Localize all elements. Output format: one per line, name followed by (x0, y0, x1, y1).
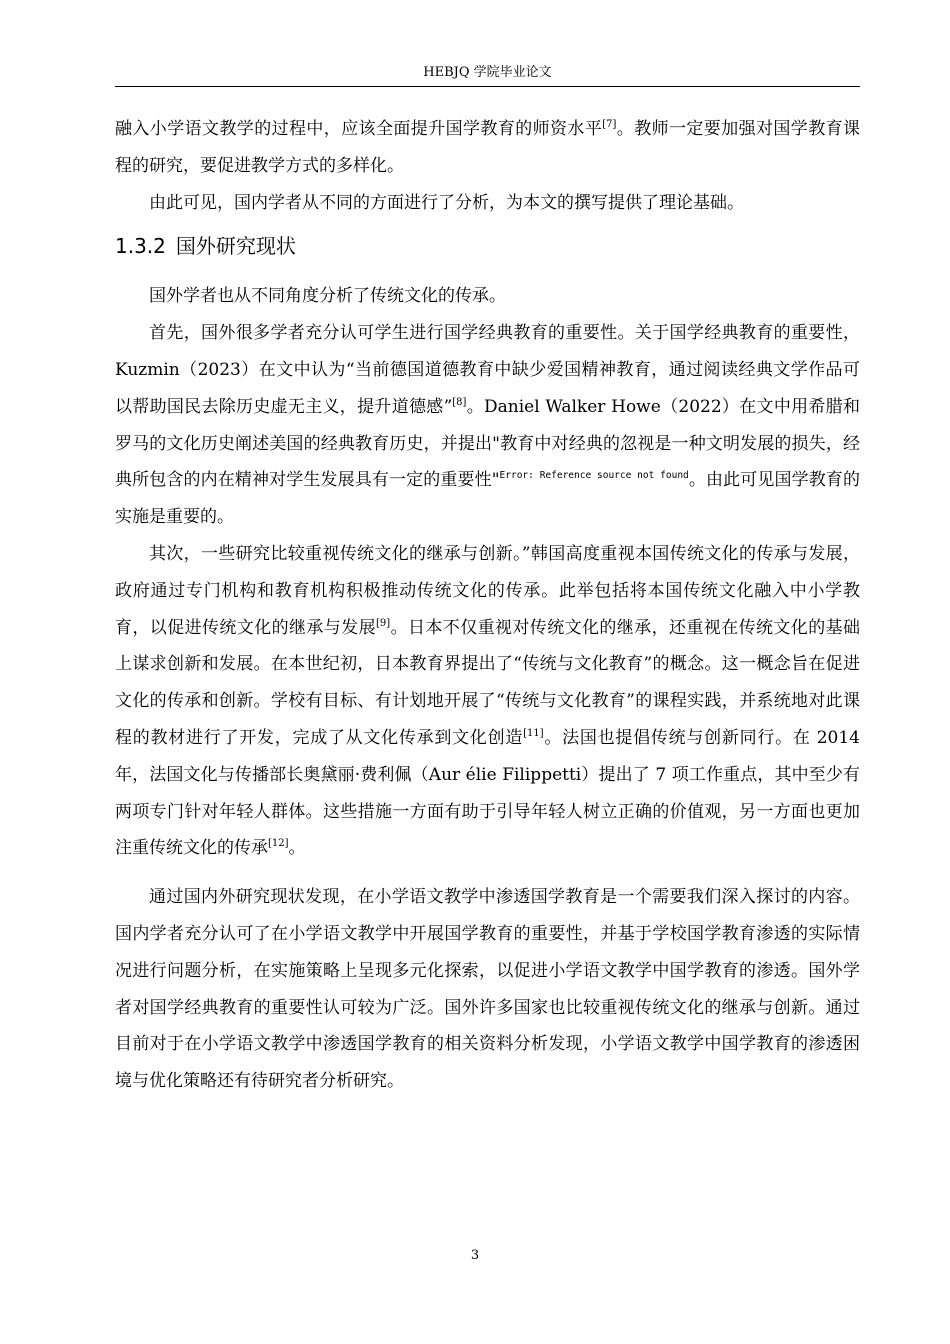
paragraph-intro (115, 278, 860, 315)
paragraph-conclusion (115, 879, 860, 1100)
paragraph-text: 其次，一些研究比较重视传统文化的继承与创新。”韩国高度重视本国传统文化的传承与发展，政府通过专门机构和教育机构积极推动传统文化的传承。此举包括将本国传统文化融入中小学教育，以促进传统文化的继承与发展 (115, 543, 860, 638)
paragraph-text: 首先，国外很多学者充分认可学生进行国学经典教育的重要性。关于国学经典教育的重要性，Kuzmin（2023）在文中认为“当前德国道德教育中缺少爱国精神教育，通过阅读经典文学作品可以帮助国民去除历史虚无主义，提升道德感” (115, 323, 860, 417)
paragraph-text: 融入小学语文教学的过程中，应该全面提升国学教育的师资水平 (115, 119, 603, 139)
paragraph-text: 通过国内外研究现状发现，在小学语文教学中渗透国学教育是一个需要我们深入探讨的内容。国内学者充分认可了在小学语文教学中开展国学教育的重要性，并基于学校国学教育渗透的实际情况进行问题分析，在实施策略上呈现多元化探索，以促进小学语文教学中国学教育的渗透。国外学者对国学经典教育的重要性认可较为广泛。国外许多国家也比较重视传统文化的继承与创新。通过目前对于在小学语文教学中渗透国学教育的相关资料分析发现，小学语文教学中国学教育的渗透困境与优化策略还有待研究者分析研究。 (115, 887, 860, 1092)
page-number-text: 3 (470, 1248, 480, 1263)
paragraph-text: 。Daniel Walker Howe（2022）在文中用希腊和罗马的文化历史阐述美国的经典教育历史，并提出"教育中对经典的忽视是一种文明发展的损失，经典所包含的内在精神对学生发展具有一定的重要性" (115, 396, 860, 491)
paragraph-text: 由此可见，国内学者从不同的方面进行了分析，为本文的撰写提供了理论基础。 (149, 192, 744, 213)
paragraph-text: 。 (288, 838, 306, 859)
paragraph-text: 。日本不仅重视对传统文化的继承，还重视在传统文化的基础上谋求创新和发展。在本世纪初，日本教育界提出了“传统与文化教育”的概念。这一概念旨在促进文化的传承和创新。学校有目标、有计划地开展了“传统与文化教育”的课程实践，并系统地对此课程的教材进行了开发，完成了从文化传承到文化创造 (115, 617, 861, 748)
citation-ref: [7] (602, 119, 617, 130)
paragraph-text: 国外学者也从不同角度分析了传统文化的传承。 (149, 286, 506, 307)
page-number (0, 1248, 950, 1264)
citation-ref: [11] (523, 727, 544, 739)
reference-error-note: Error: Reference source not found (499, 470, 689, 482)
paragraph-second-point (115, 536, 860, 867)
paragraph-text: 。法国也提倡传统与创新同行。在 2014 年，法国文化与传播部长奥黛丽·费利佩（Aur élie Filippetti）提出了 7 项工作重点，其中至少有两项专门针对年轻人群体。这些措施一方面有助于引导年轻人树立正确的价值观，另一方面也更加注重传统文化的传承 (115, 727, 861, 859)
section-number: 1.3.2 (115, 234, 166, 259)
paragraph-continuation (115, 111, 860, 185)
section-title: 国外研究现状 (175, 234, 296, 259)
page-body (115, 111, 860, 1100)
citation-ref: [8] (452, 396, 467, 408)
paragraph-gap (115, 867, 860, 879)
paragraph-text: 。由此可见国学教育的实施是重要的。 (115, 470, 860, 528)
paragraph-summary (115, 185, 860, 222)
citation-ref: [9] (376, 617, 391, 629)
paragraph-text: 。教师一定要加强对国学教育课程的研究，要促进教学方式的多样化。 (115, 119, 860, 176)
citation-ref: [12] (268, 838, 289, 850)
header-title: HEBJQ 学院毕业论文 (423, 65, 552, 80)
paragraph-first-point (115, 315, 860, 536)
section-heading (115, 228, 860, 264)
page-header (115, 60, 860, 87)
